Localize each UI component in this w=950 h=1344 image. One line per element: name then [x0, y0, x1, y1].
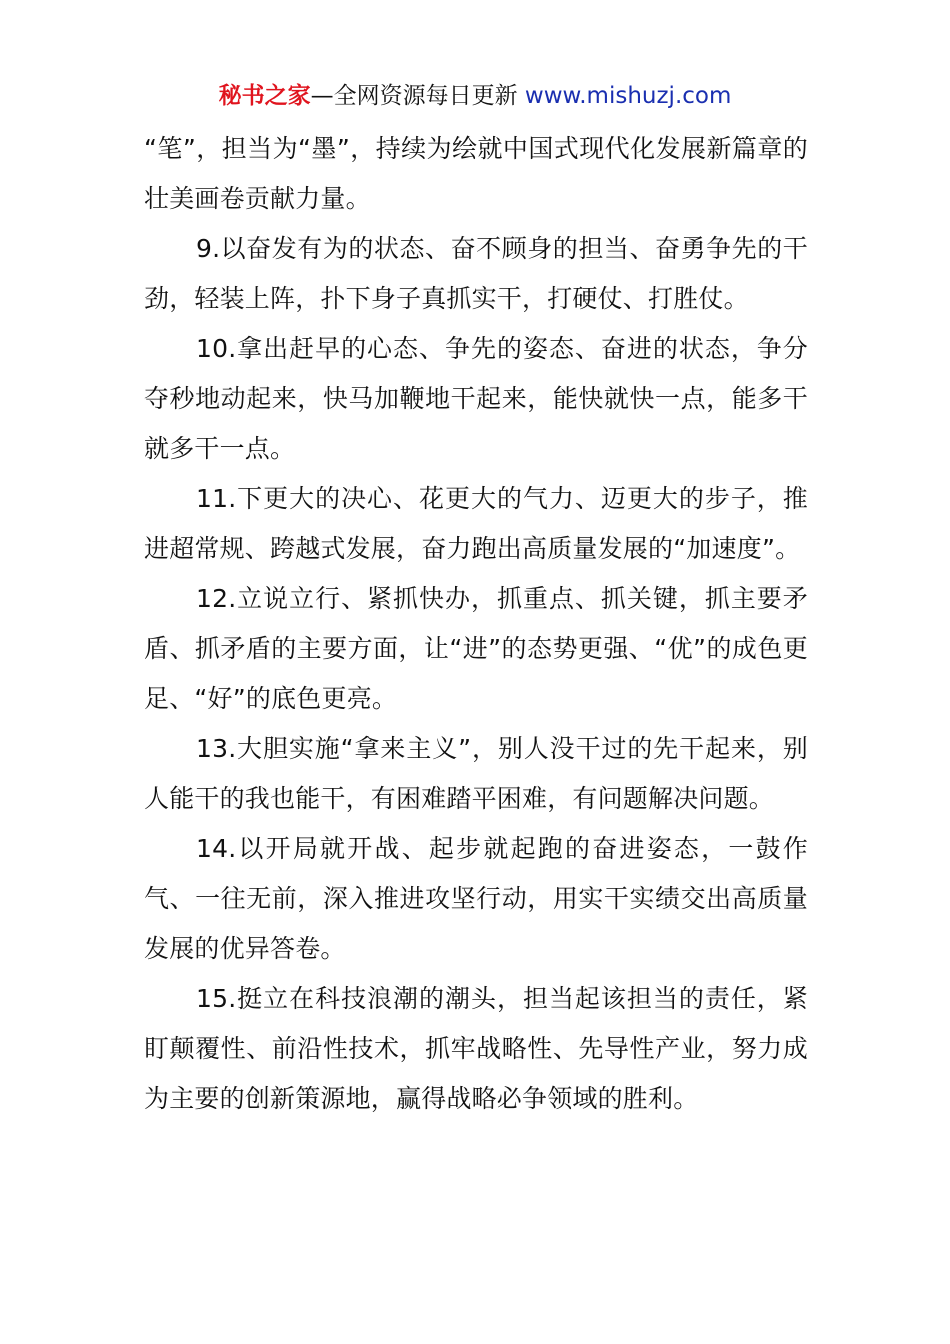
paragraph-item-12: 12.立说立行、紧抓快办，抓重点、抓关键，抓主要矛盾、抓矛盾的主要方面，让“进”的态势更强、“优”的成色更足、“好”的底色更亮。 [144, 584, 808, 713]
paragraph-continuation: “笔”，担当为“墨”，持续为绘就中国式现代化发展新篇章的壮美画卷贡献力量。 [144, 134, 808, 213]
paragraph-item-15: 15.挺立在科技浪潮的潮头，担当起该担当的责任，紧盯颠覆性、前沿性技术，抓牢战略性、先导性产业，努力成为主要的创新策源地，赢得战略必争领域的胜利。 [144, 984, 808, 1113]
paragraph-item-9: 9.以奋发有为的状态、奋不顾身的担当、奋勇争先的干劲，轻装上阵，扑下身子真抓实干，打硬仗、打胜仗。 [144, 234, 808, 313]
paragraph-item-10: 10.拿出赶早的心态、争先的姿态、奋进的状态，争分夺秒地动起来，快马加鞭地干起来，能快就快一点，能多干就多干一点。 [144, 334, 808, 463]
paragraph-item-13: 13.大胆实施“拿来主义”，别人没干过的先干起来，别人能干的我也能干，有困难踏平困难，有问题解决问题。 [144, 734, 808, 813]
site-tagline: —全网资源每日更新 [310, 83, 525, 109]
site-url-link[interactable]: www.mishuzj.com [524, 83, 732, 109]
site-brand: 秘书之家 [218, 83, 311, 109]
document-body [144, 124, 808, 1124]
page-header [0, 80, 950, 112]
paragraph-item-11: 11.下更大的决心、花更大的气力、迈更大的步子，推进超常规、跨越式发展，奋力跑出高质量发展的“加速度”。 [144, 484, 808, 563]
paragraph-item-14: 14.以开局就开战、起步就起跑的奋进姿态，一鼓作气、一往无前，深入推进攻坚行动，用实干实绩交出高质量发展的优异答卷。 [144, 834, 808, 963]
